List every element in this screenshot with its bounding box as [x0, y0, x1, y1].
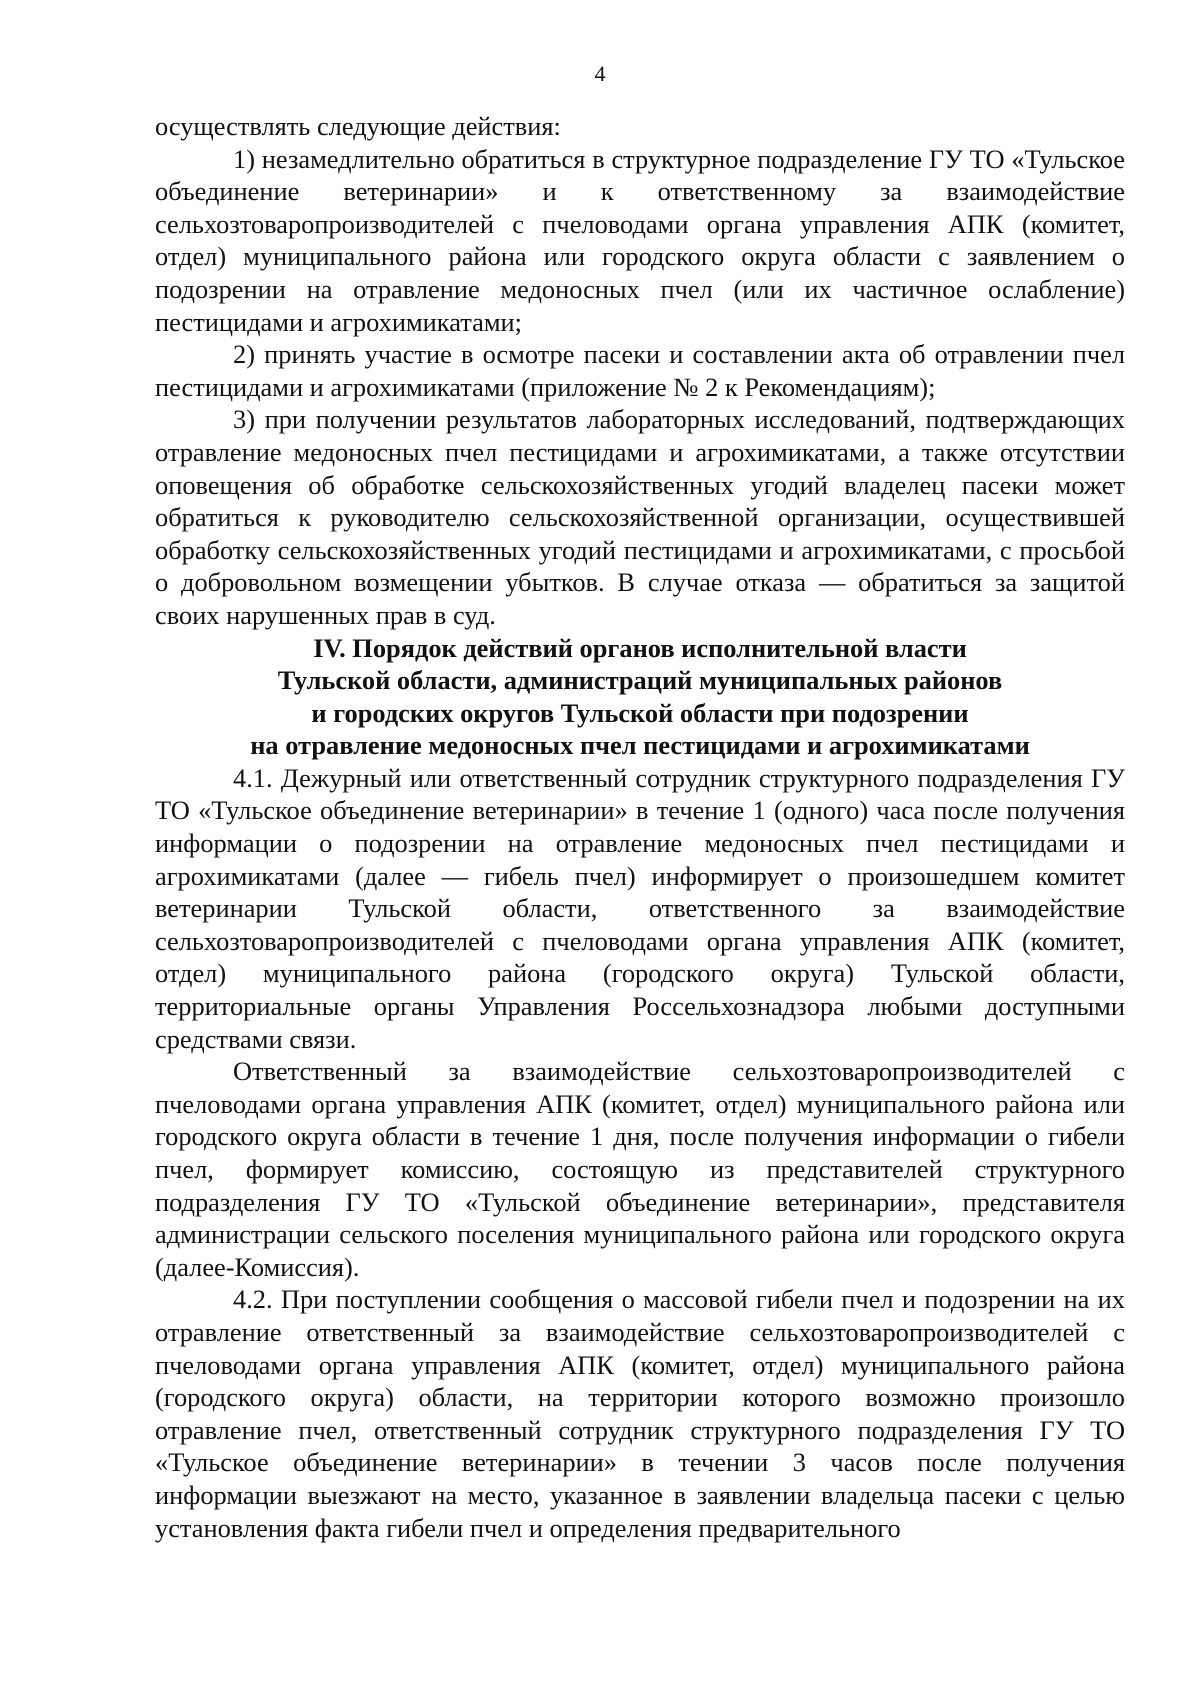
paragraph-item-3: 3) при получении результатов лабораторных исследований, подтверждающих отравление медоносных пчел пестицидами и агрохимикатами, а также отсутствии оповещения об обработке сельскохозяйственных угодий владелец пасеки может обратиться к руководителю сельскохозяйственной организации, осуществившей обработку сельскохозяйственных угодий пестицидами и агрохимикатами, с просьбой о добровольном возмещении убытков. В случае отказа — обратиться за защитой своих нарушенных прав в суд.	[155, 404, 1125, 630]
page-number: 4	[594, 61, 606, 86]
section-heading-line: IV. Порядок действий органов исполнительной власти	[313, 632, 967, 663]
paragraph-item-1: 1) незамедлительно обратиться в структурное подразделение ГУ ТО «Тульское объединение ветеринарии» и к ответственному за взаимодействие сельхозтоваропроизводителей с пчеловодами органа управления АПК (комитет, отдел) муниципального района или городского округа области с заявлением о подозрении на отравление медоносных пчел (или их частичное ослабление) пестицидами и агрохимикатами;	[155, 143, 1125, 337]
paragraph-4-1: 4.1. Дежурный или ответственный сотрудник структурного подразделения ГУ ТО «Тульское объединение ветеринарии» в течение 1 (одного) часа после получения информации о подозрении на отравление медоносных пчел пестицидами и агрохимикатами (далее — гибель пчел) информирует о произошедшем комитет ветеринарии Тульской области, ответственного за взаимодействие сельхозтоваропроизводителей с пчеловодами органа управления АПК (комитет, отдел) муниципального района (городского округа) Тульской области, территориальные органы Управления Россельхознадзора любыми доступными средствами связи.	[155, 762, 1125, 1054]
paragraph-intro: осуществлять следующие действия:	[155, 111, 561, 141]
paragraph-4-2: 4.2. При поступлении сообщения о массовой гибели пчел и подозрении на их отравление ответственный за взаимодействие сельхозтоваропроизводителей с пчеловодами органа управления АПК (комитет, отдел) муниципального района (городского округа) области, на территории которого возможно произошло отравление пчел, ответственный сотрудник структурного подразделения ГУ ТО «Тульское объединение ветеринарии» в течении 3 часов после получения информации выезжают на место, указанное в заявлении владельца пасеки с целью установления факта гибели пчел и определения предварительного	[155, 1284, 1125, 1543]
paragraph-responsible: Ответственный за взаимодействие сельхозтоваропроизводителей с пчеловодами органа управления АПК (комитет, отдел) муниципального района или городского округа области в течение 1 дня, после получения информации о гибели пчел, формирует комиссию, состоящую из представителей структурного подразделения ГУ ТО «Тульской объединение ветеринарии», представителя администрации сельского поселения муниципального района или городского округа (далее-Комиссия).	[155, 1056, 1125, 1282]
section-heading-line: и городских округов Тульской области при подозрении	[311, 697, 969, 728]
paragraph-item-2: 2) принять участие в осмотре пасеки и составлении акта об отравлении пчел пестицидами и агрохимикатами (приложение № 2 к Рекомендациям);	[155, 339, 1125, 402]
section-heading	[155, 632, 1125, 762]
section-heading-line: на отравление медоносных пчел пестицидами и агрохимикатами	[250, 730, 1030, 761]
document-body	[155, 110, 1125, 1544]
section-heading-line: Тульской области, администраций муниципальных районов	[277, 665, 1003, 696]
